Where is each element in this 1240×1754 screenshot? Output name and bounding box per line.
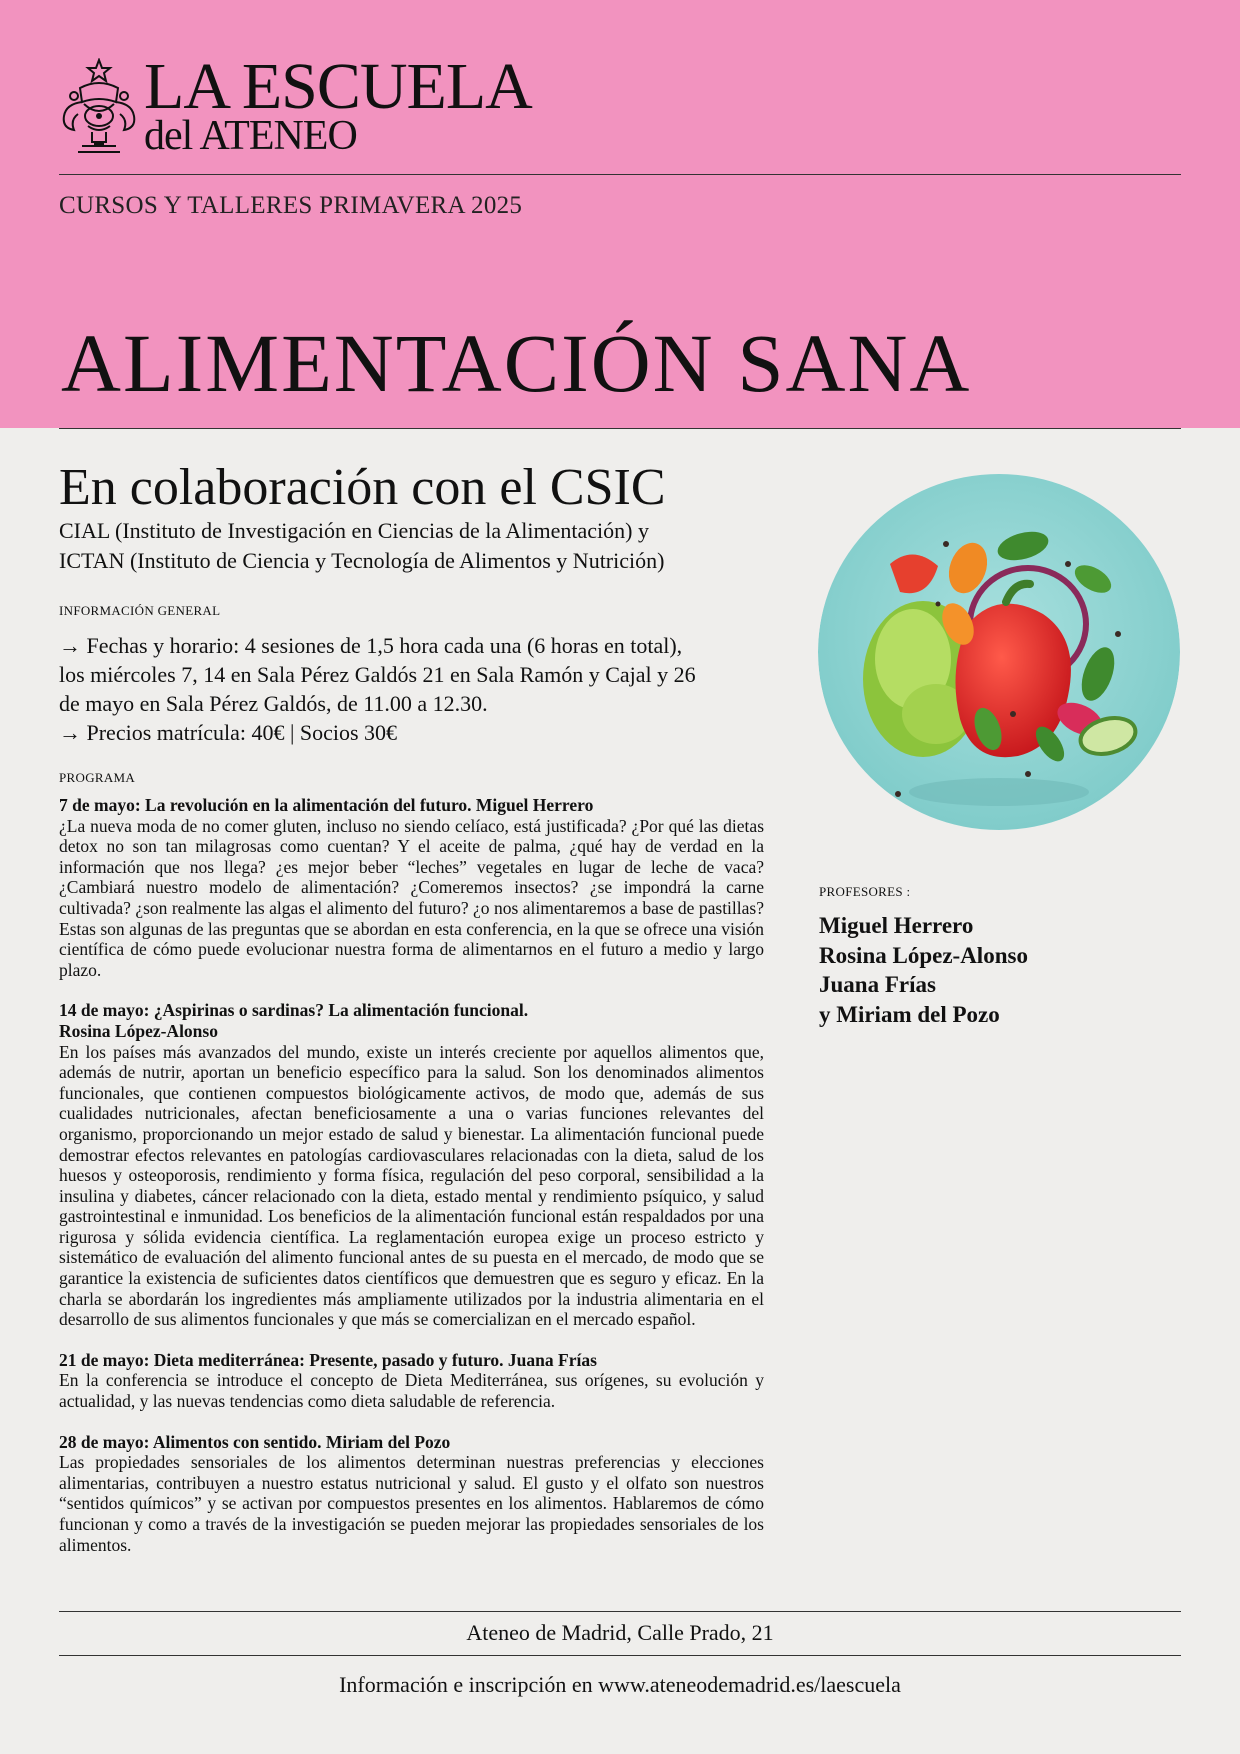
info-line: → Precios matrícula: 40€ | Socios 30€ [59,720,398,745]
general-info [59,631,779,747]
title-divider [59,428,1181,429]
professor-name: Miguel Herrero [819,913,974,938]
brand-subname: del ATENEO [144,113,357,159]
professors-list [819,911,1028,1029]
ateneo-crest-icon [58,58,140,156]
registration-info: Información e inscripción en www.ateneodemadrid.es/laescuela [339,1672,901,1697]
program-session [59,1000,764,1330]
program-session [59,1350,764,1412]
footer-divider-bottom [59,1655,1181,1656]
session-description: En los países más avanzados del mundo, existe un interés creciente por aquellos alimentos que, además de nutrir, aportan un beneficio específico para la salud. Son los denominados alimentos funcionales, que contienen compuestos biológicamente activos, de modo que, además de sus cualidades nutricionales, afectan beneficiosamente a una o varias funciones relevantes del organismo, proporcionando un mejor estado de salud y bienestar. La alimentación funcional puede demostrar efectos relevantes en patologías cardiovasculares relacionadas con la dieta, salud de los huesos y osteoporosis, rendimiento y forma física, regulación del peso corporal, sensibilidad a la insulina y diabetes, cáncer relacionado con la dieta, estado mental y rendimiento psíquico, y salud gastrointestinal e inmunidad. Los beneficios de la alimentación funcional están respaldados por una rigurosa y sólida evidencia científica. La reglamentación europea exige un proceso estricto y sistemático de evaluación del alimento funcional antes de su puesta en el mercado, de modo que se garantice la existencia de suficientes datos científicos que demuestren que es seguro y eficaz. En la charla se abordarán los ingredientes más ampliamente utilizados por la industria alimentaria en el desarrollo de sus alimentos funcionales y que más se comercializan en el mercado español. [59,1041,764,1330]
footer-divider-top [59,1611,1181,1612]
header-banner [0,0,1240,428]
session-description: Las propiedades sensoriales de los alimentos determinan nuestras preferencias y elecciones alimentarias, contribuyen a nuestro estatus nutricional y salud. El gusto y el olfato son nuestros “sentidos químicos” y se activan por compuestos presentes en los alimentos. Hablaremos de cómo funcionan y como a través de la investigación se pueden mejorar las propiedades sensoriales de los alimentos. [59,1452,764,1555]
info-line: de mayo en Sala Pérez Galdós, de 11.00 a 12.30. [59,691,488,716]
institute-line: ICTAN (Instituto de Ciencia y Tecnología de Alimentos y Nutrición) [59,548,665,573]
info-line: los miércoles 7, 14 en Sala Pérez Galdós 21 en Sala Ramón y Cajal y 26 [59,662,696,687]
session-heading: 14 de mayo: ¿Aspirinas o sardinas? La alimentación funcional. [59,1000,529,1021]
brand-name: LA ESCUELA [144,50,532,123]
info-line: → Fechas y horario: 4 sesiones de 1,5 hora cada una (6 horas en total), [59,633,683,658]
session-heading: 28 de mayo: Alimentos con sentido. Miriam del Pozo [59,1431,451,1452]
session-description: ¿La nueva moda de no comer gluten, incluso no siendo celíaco, está justificada? ¿Por qué las dietas detox no son tan milagrosas como cuentan? Y el aceite de palma, ¿qué hay de verdad en la información que nos llega? ¿es mejor beber “leches” vegetales en lugar de leche de vaca? ¿Cambiará nuestro modelo de alimentación? ¿Comeremos insectos? ¿se impondrá la carne cultivada? ¿son realmente las algas el alimento del futuro? ¿o nos alimentaremos a base de pastillas? Estas son algunas de las preguntas que se abordan en esta conferencia, en la que se ofrece una visión científica de cómo puede evolucionar nuestra forma de alimentarnos en el futuro a medio y largo plazo. [59,815,764,980]
program-session [59,795,764,980]
course-title: ALIMENTACIÓN SANA [61,317,972,409]
venue-address: Ateneo de Madrid, Calle Prado, 21 [466,1620,774,1645]
program-list [59,795,764,1575]
vegetables-photo [818,474,1180,830]
session-heading: 21 de mayo: Dieta mediterránea: Presente, pasado y futuro. Juana Frías [59,1349,597,1370]
session-description: En la conferencia se introduce el concepto de Dieta Mediterránea, sus orígenes, su evolución y actualidad, y las nuevas tendencias como dieta saludable de referencia. [59,1370,764,1412]
professor-name: Rosina López-Alonso [819,942,1028,968]
header-divider [59,174,1181,175]
program-label: PROGRAMA [59,770,136,785]
general-info-label: INFORMACIÓN GENERAL [59,603,221,618]
professor-name: Juana Frías [819,972,936,997]
collaboration-title: En colaboración con el CSIC [59,459,666,516]
professor-name: y Miriam del Pozo [819,1001,1000,1027]
season-subtitle: CURSOS Y TALLERES PRIMAVERA 2025 [59,192,523,219]
institute-line: CIAL (Instituto de Investigación en Ciencias de la Alimentación) y [59,518,649,543]
session-speaker: Rosina López-Alonso [59,1020,218,1041]
collaboration-institutes [59,516,664,576]
professors-label: PROFESORES : [819,884,911,899]
session-heading: 7 de mayo: La revolución en la alimentación del futuro. Miguel Herrero [59,795,594,815]
program-session [59,1432,764,1556]
